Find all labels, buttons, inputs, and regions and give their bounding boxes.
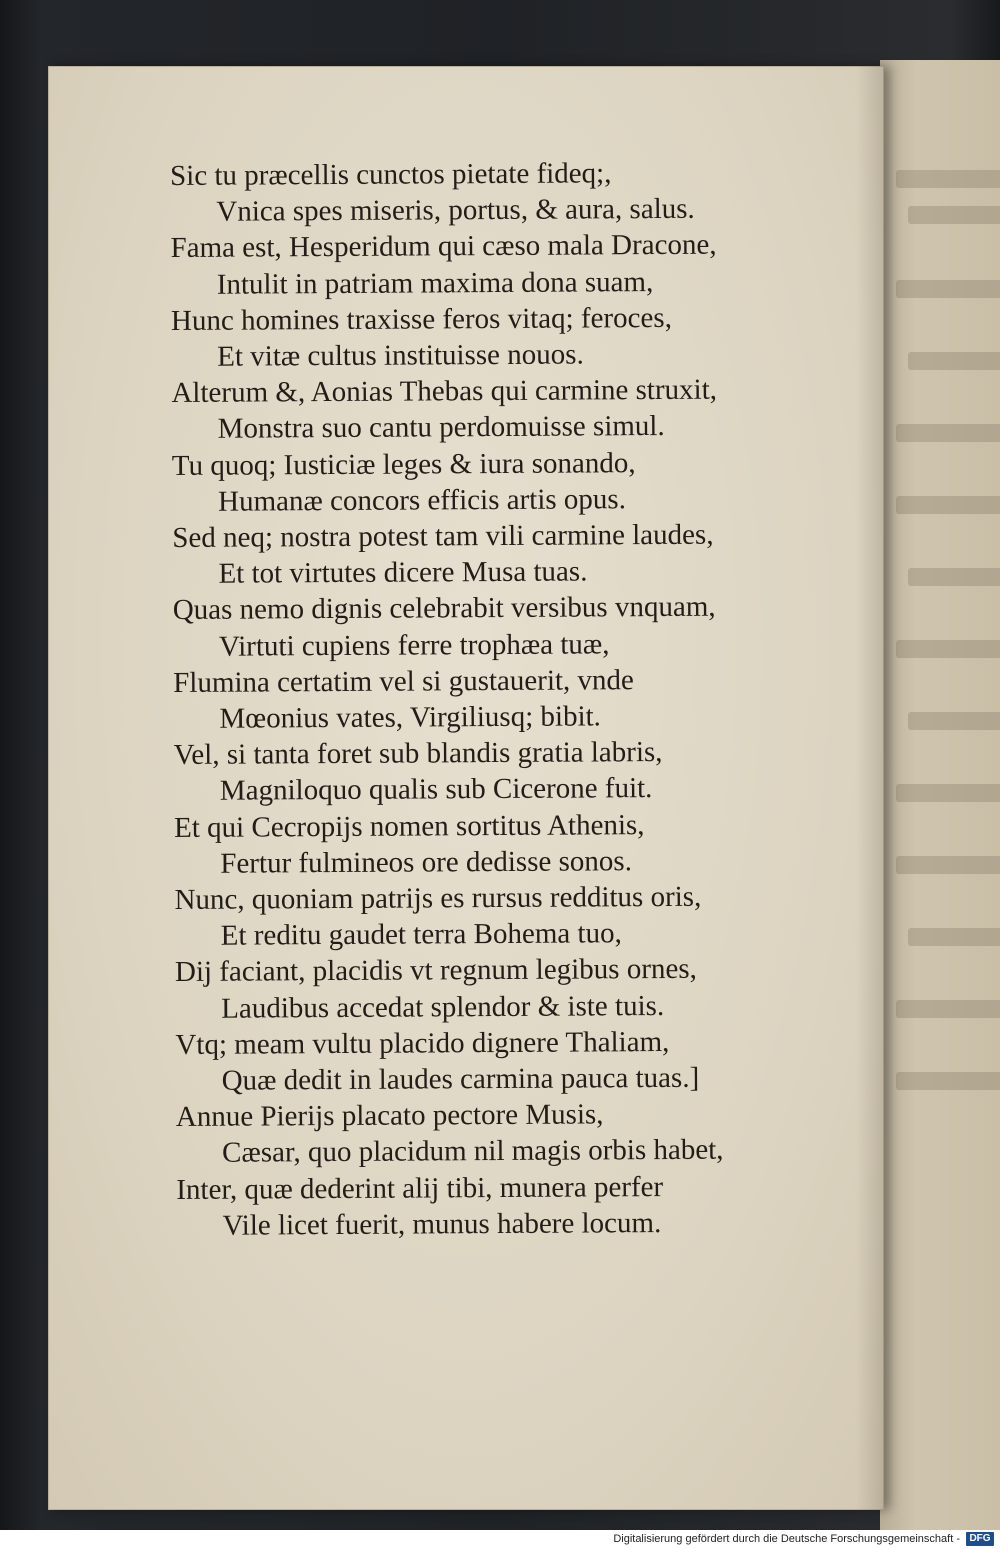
bleed-through-text bbox=[896, 170, 1000, 188]
verse-line: Quæ dedit in laudes carmina pauca tuas.] bbox=[221, 1061, 700, 1097]
verse-line: Intulit in patriam maxima dona suam, bbox=[216, 265, 654, 301]
verse-line: Et qui Cecropijs nomen sortitus Athenis, bbox=[173, 808, 645, 844]
verse-line: Tu quoq; Iusticiæ leges & iura sonando, bbox=[171, 446, 636, 482]
verse-line: Vnica spes miseris, portus, & aura, salus. bbox=[216, 192, 695, 228]
verse-line: Vel, si tanta foret sub blandis gratia labris, bbox=[173, 736, 663, 772]
verse-line: Et tot virtutes dicere Musa tuas. bbox=[218, 555, 588, 590]
verse-line: Virtuti cupiens ferre trophæa tuæ, bbox=[218, 627, 610, 663]
verse-line: Cæsar, quo placidum nil magis orbis habet, bbox=[221, 1134, 724, 1170]
verse-line: Alterum &, Aonias Thebas qui carmine struxit, bbox=[171, 373, 718, 410]
bleed-through-text bbox=[896, 784, 1000, 802]
verse-line: Quas nemo dignis celebrabit versibus vnquam, bbox=[172, 591, 716, 627]
verse-line: Magniloquo qualis sub Cicerone fuit. bbox=[219, 772, 653, 808]
verse-line: Nunc, quoniam patrijs es rursus redditus oris, bbox=[174, 880, 702, 917]
verse-line: Vile licet fuerit, munus habere locum. bbox=[222, 1206, 662, 1242]
verse-line: Sic tu præcellis cunctos pietate fideq;, bbox=[170, 157, 612, 192]
verse-line: Et vitæ cultus instituisse nouos. bbox=[217, 338, 584, 373]
funding-credit: Digitalisierung gefördert durch die Deutsche Forschungsgemeinschaft - bbox=[613, 1533, 960, 1545]
verse-line: Mœonius vates, Virgiliusq; bibit. bbox=[219, 700, 601, 735]
facing-page-edge bbox=[880, 60, 1000, 1530]
bleed-through-text bbox=[908, 352, 1000, 370]
bleed-through-text bbox=[908, 928, 1000, 946]
digitization-footer bbox=[0, 1530, 1000, 1549]
verse-line: Fertur fulmineos ore dedisse sonos. bbox=[220, 845, 632, 880]
verse-line: Et reditu gaudet terra Bohema tuo, bbox=[220, 917, 622, 952]
verse-line: Fama est, Hesperidum qui cæso mala Dracone, bbox=[170, 229, 717, 265]
book-page bbox=[48, 66, 884, 1510]
bleed-through-text bbox=[896, 856, 1000, 874]
verse-line: Vtq; meam vultu placido dignere Thaliam, bbox=[175, 1025, 670, 1061]
verse-line: Monstra suo cantu perdomuisse simul. bbox=[217, 410, 665, 446]
bleed-through-text bbox=[896, 640, 1000, 658]
verse-block bbox=[170, 154, 877, 1244]
bleed-through-text bbox=[896, 496, 1000, 514]
bleed-through-text bbox=[896, 1000, 1000, 1018]
verse-line: Dij faciant, placidis vt regnum legibus ornes, bbox=[174, 953, 697, 989]
verse-line: Annue Pierijs placato pectore Musis, bbox=[175, 1098, 604, 1134]
verse-line: Inter, quæ dederint alij tibi, munera perfer bbox=[176, 1170, 664, 1206]
bleed-through-text bbox=[896, 424, 1000, 442]
bleed-through-text bbox=[896, 1072, 1000, 1090]
verse-line: Sed neq; nostra potest tam vili carmine laudes, bbox=[172, 518, 714, 555]
verse-line: Laudibus accedat splendor & iste tuis. bbox=[221, 989, 665, 1025]
verse-line: Humanæ concors efficis artis opus. bbox=[218, 483, 627, 518]
bleed-through-text bbox=[908, 712, 1000, 730]
bleed-through-text bbox=[896, 280, 1000, 298]
bleed-through-text bbox=[908, 568, 1000, 586]
dfg-logo: DFG bbox=[966, 1532, 994, 1546]
bleed-through-text bbox=[908, 206, 1000, 224]
verse-line: Hunc homines traxisse feros vitaq; feroces, bbox=[170, 301, 672, 337]
verse-line: Flumina certatim vel si gustauerit, vnde bbox=[173, 664, 634, 699]
